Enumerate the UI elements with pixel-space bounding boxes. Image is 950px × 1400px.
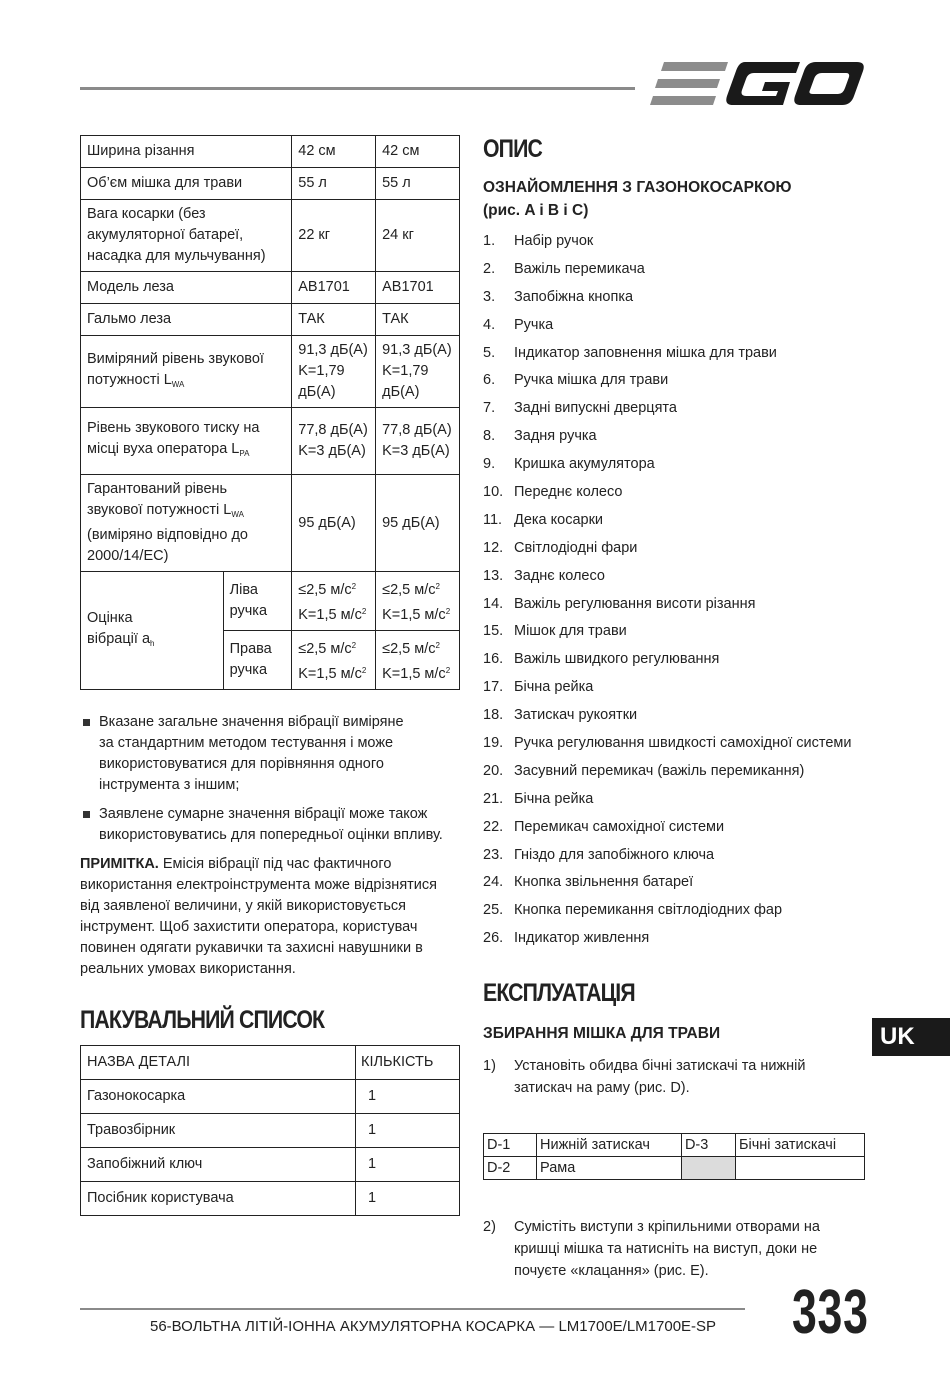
table-row <box>81 336 460 408</box>
table-row: Посібник користувача 1 <box>81 1182 460 1216</box>
table-row: Вага косарки (без акумуляторної батареї, насадка для мульчування) 22 кг 24 кг <box>81 200 460 272</box>
assembly-steps <box>483 1055 873 1282</box>
list-item: 14. Важіль регулювання висоти різання <box>483 595 756 612</box>
footer-title: 56-ВОЛЬТНА ЛІТІЙ-ІОННА АКУМУЛЯТОРНА КОСАРКА — LM1700E/LM1700E-SP <box>150 1318 717 1335</box>
list-item: 6. Ручка мішка для трави <box>483 372 669 389</box>
table-header-row: НАЗВА ДЕТАЛІ КІЛЬКІСТЬ <box>81 1046 460 1080</box>
operation-subtitle: ЗБИРАННЯ МІШКА ДЛЯ ТРАВИ <box>483 1025 721 1043</box>
list-item: 26. Індикатор живлення <box>483 930 650 947</box>
parts-list <box>483 228 873 953</box>
list-item: 18. Затискач рукоятки <box>483 707 638 724</box>
guaranteed-label: Гарантований рівень звукової потужності $L_{WA}$ (виміряно відповідно до 2000/14/EC) <box>81 475 292 572</box>
operation-title: ЕКСПЛУАТАЦІЯ <box>483 979 635 1008</box>
list-item: Вказане загальне значення вібрації виміряне за стандартним методом тестування і може використовуватися для порівняння одного інструмента з іншим; <box>80 712 460 796</box>
list-item: 21. Бічна рейка <box>483 790 594 807</box>
list-item: 20. Засувний перемикач (важіль перемикання) <box>483 762 805 779</box>
language-tab: UK <box>872 1018 950 1056</box>
list-item: 5. Індикатор заповнення мішка для трави <box>483 344 777 361</box>
empty-cell <box>735 1157 864 1180</box>
list-item: 10. Переднє колесо <box>483 484 623 501</box>
list-item: 23. Гніздо для запобіжного ключа <box>483 846 715 863</box>
list-item: 11. Дека косарки <box>483 511 604 528</box>
table-row: Газонокосарка 1 <box>81 1080 460 1114</box>
packing-list-table <box>80 1045 460 1216</box>
vibration-value: ≤2,5 $м/с^2$ K=1,5 $м/с^2$ <box>376 631 460 690</box>
header-rule <box>80 87 635 90</box>
list-item: 4. Ручка <box>483 316 554 333</box>
list-item: 17. Бічна рейка <box>483 679 594 696</box>
list-item: 1. Набір ручок <box>483 233 594 249</box>
list-item: 7. Задні випускні дверцята <box>483 400 677 417</box>
table-row: Гарантований рівень звукової потужності $L_{WA}$ (виміряно відповідно до 2000/14/EC) 95 дБ(A) 95 дБ(A) <box>81 475 460 572</box>
list-item: 22. Перемикач самохідної системи <box>483 818 725 835</box>
list-item: 12. Світлодіодні фари <box>483 539 638 556</box>
list-item: 3. Запобіжна кнопка <box>483 288 634 305</box>
ego-logo <box>650 62 865 114</box>
description-subtitle: ОЗНАЙОМЛЕННЯ З ГАЗОНОКОСАРКОЮ (рис. A і B і C) <box>483 179 792 219</box>
packing-list-title: ПАКУВАЛЬНИЙ СПИСОК <box>80 1006 325 1034</box>
table-row: Права ручка ≤2,5 $м/с^2$ K=1,5 $м/с^2$ ≤2,5 $м/с^2$ K=1,5 $м/с^2$ <box>81 631 460 690</box>
list-item: 16. Важіль швидкого регулювання <box>483 651 720 668</box>
right-column <box>483 135 873 1282</box>
list-item: 15. Мішок для трави <box>483 623 627 640</box>
page-number: 333 <box>792 1278 869 1347</box>
table-row: D-1 Нижній затискач D-3 Бічні затискачі <box>484 1134 865 1157</box>
sound-pressure-label: Рівень звукового тиску на місці вуха оператора $L_{PA}$ <box>81 408 292 475</box>
vibration-value: ≤2,5 $м/с^2$ K=1,5 $м/с^2$ <box>376 572 460 631</box>
sound-power-value: 91,3 дБ(A) K=1,79 дБ(A) <box>292 336 376 408</box>
table-row: Травозбірник 1 <box>81 1114 460 1148</box>
sound-pressure-value: 77,8 дБ(A) K=3 дБ(A) <box>292 408 376 475</box>
list-item: 25. Кнопка перемикання світлодіодних фар <box>483 902 783 919</box>
sound-power-value: 91,3 дБ(A) K=1,79 дБ(A) <box>376 336 460 408</box>
table-row: Запобіжний ключ 1 <box>81 1148 460 1182</box>
step-item: 2) Сумістіть виступи з кріпильними отворами на кришці мішка та натисніть на виступ, доки не почуєте «клацання» (рис. E). <box>483 1219 820 1280</box>
footer-rule <box>80 1308 745 1310</box>
sound-pressure-value: 77,8 дБ(A) K=3 дБ(A) <box>376 408 460 475</box>
figure-d-key-table <box>483 1133 865 1180</box>
description-title: ОПИС <box>483 135 543 163</box>
vibration-label: Оцінка вібрації $a_h$ <box>81 572 224 690</box>
table-row: Гальмо леза ТАК ТАК <box>81 304 460 336</box>
left-column <box>80 135 460 1216</box>
list-item: 19. Ручка регулювання швидкості самохідної системи <box>483 735 852 752</box>
specifications-table <box>80 135 460 690</box>
vibration-notes <box>80 712 460 846</box>
note-paragraph: ПРИМІТКА. Емісія вібрації під час фактичного використання електроінструмента може відрізнятися від заявленої величини, у якій використовується інструмент. Щоб захистити оператора, користувач повинен одягати рукавички та захисні навушники в реальних умовах використання. <box>80 856 438 977</box>
list-item: 13. Заднє колесо <box>483 567 605 584</box>
vibration-value: ≤2,5 $м/с^2$ K=1,5 $м/с^2$ <box>292 572 376 631</box>
sound-power-label: Виміряний рівень звукової потужності $L_{WA}$ <box>81 336 292 408</box>
table-row: Об’єм мішка для трави 55 л 55 л <box>81 168 460 200</box>
list-item: 2. Важіль перемикача <box>483 260 645 277</box>
list-item: Заявлене сумарне значення вібрації може також використовуватись для попередньої оцінки впливу. <box>80 804 460 846</box>
list-item: 9. Кришка акумулятора <box>483 456 655 473</box>
table-row: Ширина різання 42 см 42 см <box>81 136 460 168</box>
table-row: Модель леза AB1701 AB1701 <box>81 272 460 304</box>
table-row: Оцінка вібрації $a_h$ Ліва ручка ≤2,5 $м/с^2$ K=1,5 $м/с^2$ ≤2,5 $м/с^2$ K=1,5 $м/с^2$ <box>81 572 460 631</box>
empty-cell <box>681 1157 735 1180</box>
table-row: D-2 Рама <box>484 1157 865 1180</box>
list-item: 24. Кнопка звільнення батареї <box>483 874 694 891</box>
table-row <box>81 408 460 475</box>
list-item: 8. Задня ручка <box>483 428 597 445</box>
vibration-value: ≤2,5 $м/с^2$ K=1,5 $м/с^2$ <box>292 631 376 690</box>
step-item: 1) Установіть обидва бічні затискачі та нижній затискач на раму (рис. D). <box>483 1058 806 1097</box>
